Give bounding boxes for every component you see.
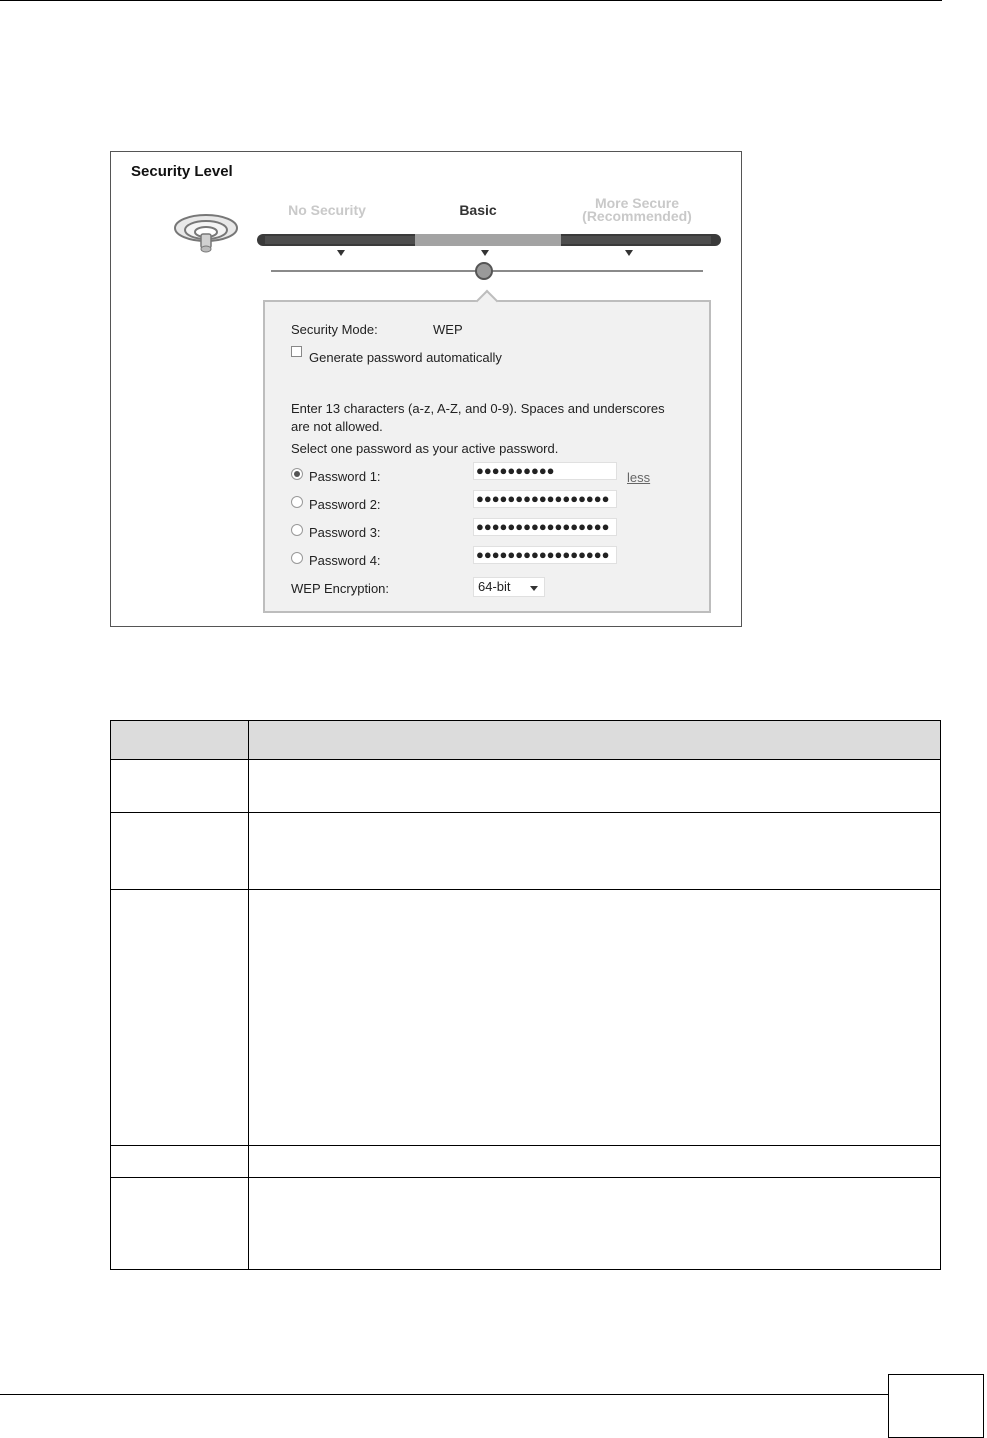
header-rule: [0, 0, 942, 1]
wep-encryption-label: WEP Encryption:: [291, 581, 390, 596]
table-row: [111, 890, 941, 1146]
wep-encryption-value: 64-bit: [478, 579, 511, 594]
instructions-line1: Enter 13 characters (a-z, A-Z, and 0-9). Spaces and underscores: [291, 401, 665, 416]
select-password-prompt: Select one password as your active password.: [291, 441, 559, 456]
wep-settings-panel: [263, 300, 711, 613]
chevron-down-icon: [530, 586, 538, 591]
password-2-field[interactable]: ●●●●●●●●●●●●●●●●●: [473, 490, 617, 508]
password-2-radio[interactable]: [291, 496, 303, 508]
bar-segment-more-secure: [561, 236, 711, 244]
password-4-label: Password 4:: [309, 553, 381, 568]
password-1-radio[interactable]: [291, 468, 303, 480]
marker-triangle-icon: [625, 250, 633, 256]
security-mode-value: WEP: [433, 322, 463, 337]
marker-triangle-icon: [337, 250, 345, 256]
less-link[interactable]: less: [627, 470, 651, 485]
password-3-label: Password 3:: [309, 525, 381, 540]
table-row: [111, 1146, 941, 1178]
marker-triangle-icon: [481, 250, 489, 256]
generate-password-checkbox[interactable]: [291, 346, 302, 357]
table-row: [111, 813, 941, 890]
panel-pointer: [476, 290, 499, 313]
level-no-security[interactable]: No Security: [288, 202, 366, 218]
password-3-radio[interactable]: [291, 524, 303, 536]
security-level-bar: [257, 234, 721, 246]
instructions-line2: are not allowed.: [291, 419, 383, 434]
password-3-field[interactable]: ●●●●●●●●●●●●●●●●●: [473, 518, 617, 536]
password-4-field[interactable]: ●●●●●●●●●●●●●●●●●: [473, 546, 617, 564]
password-4-radio[interactable]: [291, 552, 303, 564]
bar-segment-no-security: [265, 236, 415, 244]
table-header-row: [111, 721, 941, 760]
security-mode-label: Security Mode:: [291, 322, 378, 337]
password-1-field[interactable]: ●●●●●●●●●●: [473, 462, 617, 480]
password-1-label: Password 1:: [309, 469, 381, 484]
security-level-title: Security Level: [131, 163, 233, 180]
table-header-cell: [249, 721, 941, 760]
bar-segment-basic: [415, 234, 561, 246]
generate-password-label: Generate password automatically: [309, 350, 502, 365]
table-row: [111, 1178, 941, 1270]
table-row: [111, 760, 941, 813]
password-2-label: Password 2:: [309, 497, 381, 512]
footer-rule: [0, 1394, 888, 1395]
field-description-table: [110, 720, 941, 1270]
table-header-cell: [111, 721, 249, 760]
level-more-secure[interactable]: [563, 197, 711, 223]
slider-handle[interactable]: [475, 262, 493, 280]
page-number-box: [888, 1374, 984, 1438]
level-more-secure-line2: (Recommended): [582, 208, 692, 224]
wireless-icon: [173, 210, 239, 254]
level-more-secure-line1: More Secure: [594, 195, 680, 211]
wep-encryption-select[interactable]: [473, 577, 545, 597]
level-basic[interactable]: Basic: [459, 202, 497, 218]
security-level-screenshot: [110, 151, 742, 627]
